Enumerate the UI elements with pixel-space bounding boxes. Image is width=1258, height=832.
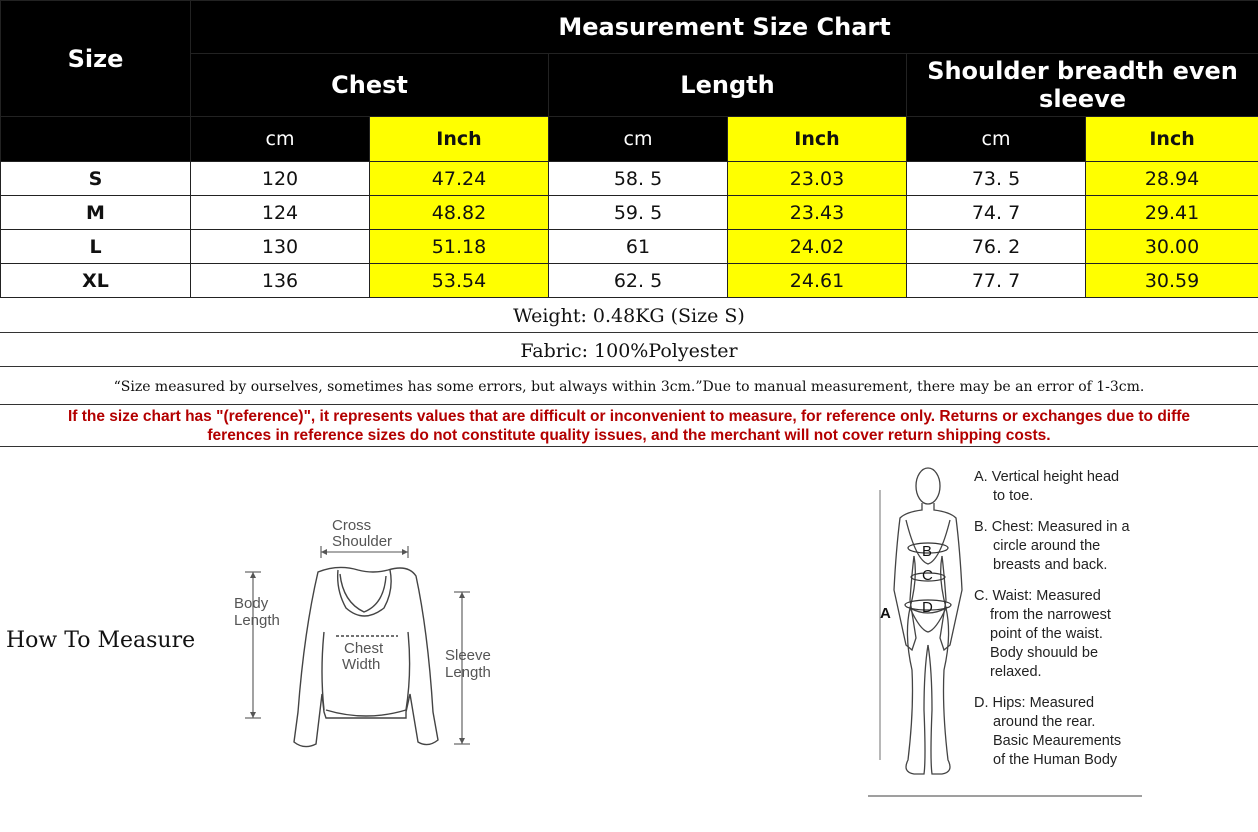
size-cell: XL	[1, 264, 191, 298]
chest-inch-cell: 51.18	[370, 230, 549, 264]
chest-cm-header: cm	[191, 117, 370, 162]
note-c-line-1: C. Waist: Measured	[974, 588, 1101, 604]
note-b-line-1: B. Chest: Measured in a	[974, 519, 1130, 535]
note-b-line-3: breasts and back.	[993, 557, 1108, 573]
note-a	[974, 468, 1174, 506]
chest-header: Chest	[191, 54, 549, 117]
size-cell: S	[1, 162, 191, 196]
table-row	[1, 264, 1258, 298]
shoulder-inch-cell: 30.00	[1086, 230, 1258, 264]
length-cm-cell: 59. 5	[549, 196, 728, 230]
label-b: B	[922, 543, 933, 560]
note-a-line-2: to toe.	[993, 488, 1034, 504]
body-label: Body	[234, 595, 269, 612]
shoulder-cm-cell: 77. 7	[907, 264, 1086, 298]
chest-inch-cell: 47.24	[370, 162, 549, 196]
note-c-line-5: relaxed.	[990, 664, 1042, 680]
measurement-note: “Size measured by ourselves, sometimes has some errors, but always within 3cm.”Due to manual measurement, there may be an error of 1-3cm.	[0, 367, 1258, 405]
length-cm-cell: 61	[549, 230, 728, 264]
weight-info: Weight: 0.48KG (Size S)	[0, 299, 1258, 333]
length-inch-header: Inch	[728, 117, 907, 162]
note-c-line-4: Body shouuld be	[990, 645, 1099, 661]
shoulder-cm-cell: 76. 2	[907, 230, 1086, 264]
sleeve-length-label: Length	[445, 664, 491, 681]
shoulder-label: Shoulder	[332, 533, 393, 550]
warning-line-2: ferences in reference sizes do not constitute quality issues, and the merchant will not cover return shipping costs.	[207, 427, 1051, 444]
body-measure-notes	[974, 468, 1174, 782]
note-a-line-1: A. Vertical height head	[974, 469, 1120, 485]
shoulder-cm-cell: 73. 5	[907, 162, 1086, 196]
note-c-line-2: from the narrowest	[990, 607, 1111, 623]
note-b-line-2: circle around the	[993, 538, 1101, 554]
chest-cm-cell: 120	[191, 162, 370, 196]
chest-inch-header: Inch	[370, 117, 549, 162]
length-cm-cell: 58. 5	[549, 162, 728, 196]
note-d-line-2: around the rear.	[993, 714, 1096, 730]
sleeve-label: Sleeve	[445, 647, 491, 664]
chest-inch-cell: 48.82	[370, 196, 549, 230]
shoulder-inch-cell: 29.41	[1086, 196, 1258, 230]
shoulder-cm-cell: 74. 7	[907, 196, 1086, 230]
length-cm-header: cm	[549, 117, 728, 162]
length-header: Length	[549, 54, 907, 117]
shoulder-header: Shoulder breadth even sleeve	[907, 54, 1258, 117]
chest-cm-cell: 130	[191, 230, 370, 264]
shoulder-inch-cell: 28.94	[1086, 162, 1258, 196]
chart-title: Measurement Size Chart	[191, 1, 1258, 54]
warning-line-1: If the size chart has "(reference)", it represents values that are difficult or inconvenient to measure, for reference only. Returns or exchanges due to diffe	[67, 408, 1191, 425]
length-inch-cell: 24.02	[728, 230, 907, 264]
length-inch-cell: 23.03	[728, 162, 907, 196]
shoulder-cm-header: cm	[907, 117, 1086, 162]
note-c	[974, 587, 1174, 682]
reference-warning	[0, 405, 1258, 447]
size-cell: M	[1, 196, 191, 230]
size-cell: L	[1, 230, 191, 264]
size-header-blank	[1, 117, 191, 162]
body-length-label: Length	[234, 612, 280, 629]
length-inch-cell: 24.61	[728, 264, 907, 298]
table-row	[1, 230, 1258, 264]
chest-label: Chest	[344, 640, 384, 657]
label-c: C	[922, 567, 933, 584]
table-row	[1, 196, 1258, 230]
width-label: Width	[342, 656, 381, 673]
note-b	[974, 518, 1174, 575]
label-d: D	[922, 599, 933, 616]
shoulder-inch-cell: 30.59	[1086, 264, 1258, 298]
size-chart-table	[0, 0, 1258, 298]
length-inch-cell: 23.43	[728, 196, 907, 230]
how-to-measure-label: How To Measure	[6, 628, 196, 653]
garment-measure-diagram	[228, 512, 508, 757]
note-d-line-4: of the Human Body	[993, 752, 1118, 768]
length-cm-cell: 62. 5	[549, 264, 728, 298]
chest-cm-cell: 124	[191, 196, 370, 230]
note-d-line-1: D. Hips: Measured	[974, 695, 1095, 711]
table-row	[1, 162, 1258, 196]
label-a: A	[880, 605, 891, 622]
chest-cm-cell: 136	[191, 264, 370, 298]
size-header: Size	[1, 1, 191, 117]
shoulder-inch-header: Inch	[1086, 117, 1258, 162]
chest-inch-cell: 53.54	[370, 264, 549, 298]
cross-label: Cross	[332, 517, 372, 534]
fabric-info: Fabric: 100%Polyester	[0, 333, 1258, 367]
note-d	[974, 694, 1174, 770]
note-c-line-3: point of the waist.	[990, 626, 1103, 642]
note-d-line-3: Basic Meaurements	[993, 733, 1122, 749]
